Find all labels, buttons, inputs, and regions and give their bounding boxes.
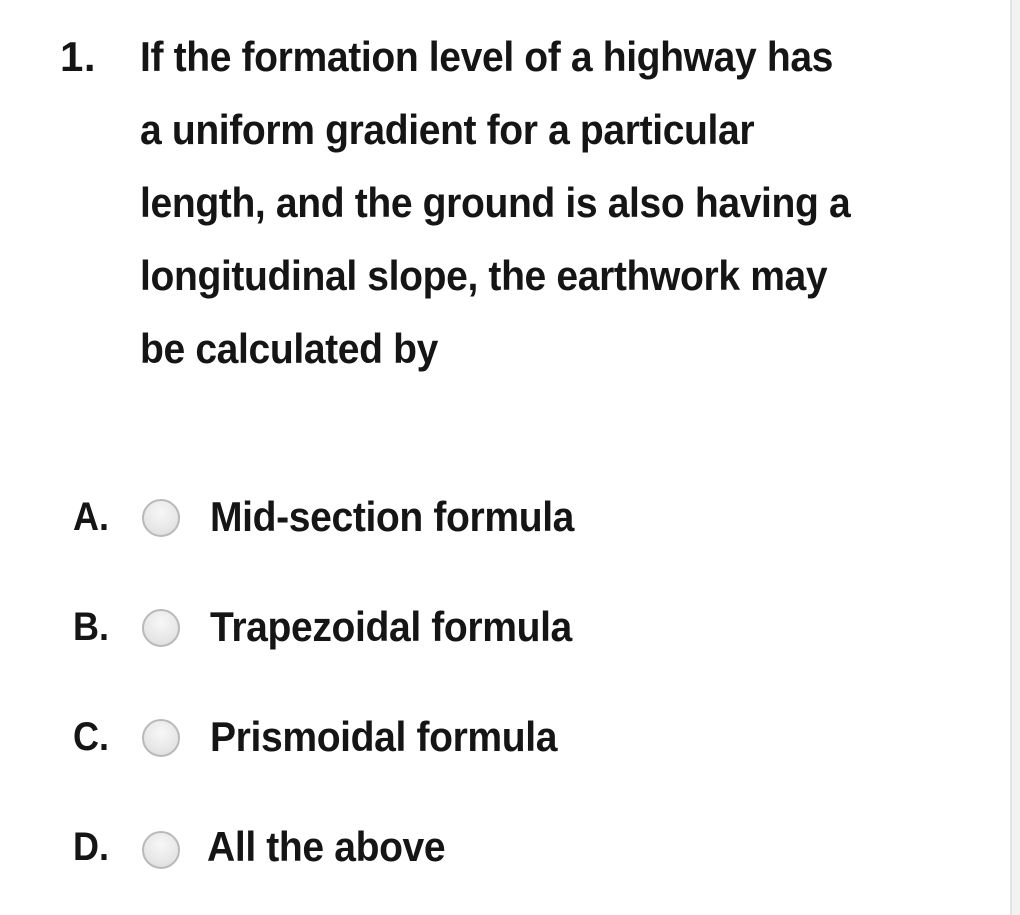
option-letter: C.: [73, 715, 109, 759]
option-b-radio[interactable]: [142, 609, 180, 647]
option-letter: D.: [73, 825, 109, 869]
question-text: [140, 20, 921, 385]
option-letter: A.: [73, 495, 109, 539]
option-c[interactable]: [0, 707, 900, 767]
option-letter: B.: [73, 605, 109, 649]
option-label: Prismoidal formula: [210, 713, 558, 760]
question-number: 1.: [60, 33, 97, 80]
option-label: All the above: [207, 823, 446, 870]
question-line: a uniform gradient for a particular: [140, 106, 755, 153]
option-d-radio[interactable]: [142, 831, 180, 869]
question-line: be calculated by: [140, 325, 438, 372]
question-line: If the formation level of a highway has: [140, 33, 834, 80]
option-a-radio[interactable]: [142, 499, 180, 537]
option-b[interactable]: [0, 597, 900, 657]
option-d[interactable]: [0, 817, 900, 877]
option-c-radio[interactable]: [142, 719, 180, 757]
question-line: longitudinal slope, the earthwork may: [140, 252, 828, 299]
option-label: Mid-section formula: [210, 493, 575, 540]
option-a[interactable]: [0, 487, 900, 547]
question-line: length, and the ground is also having a: [140, 179, 851, 226]
option-label: Trapezoidal formula: [210, 603, 572, 650]
